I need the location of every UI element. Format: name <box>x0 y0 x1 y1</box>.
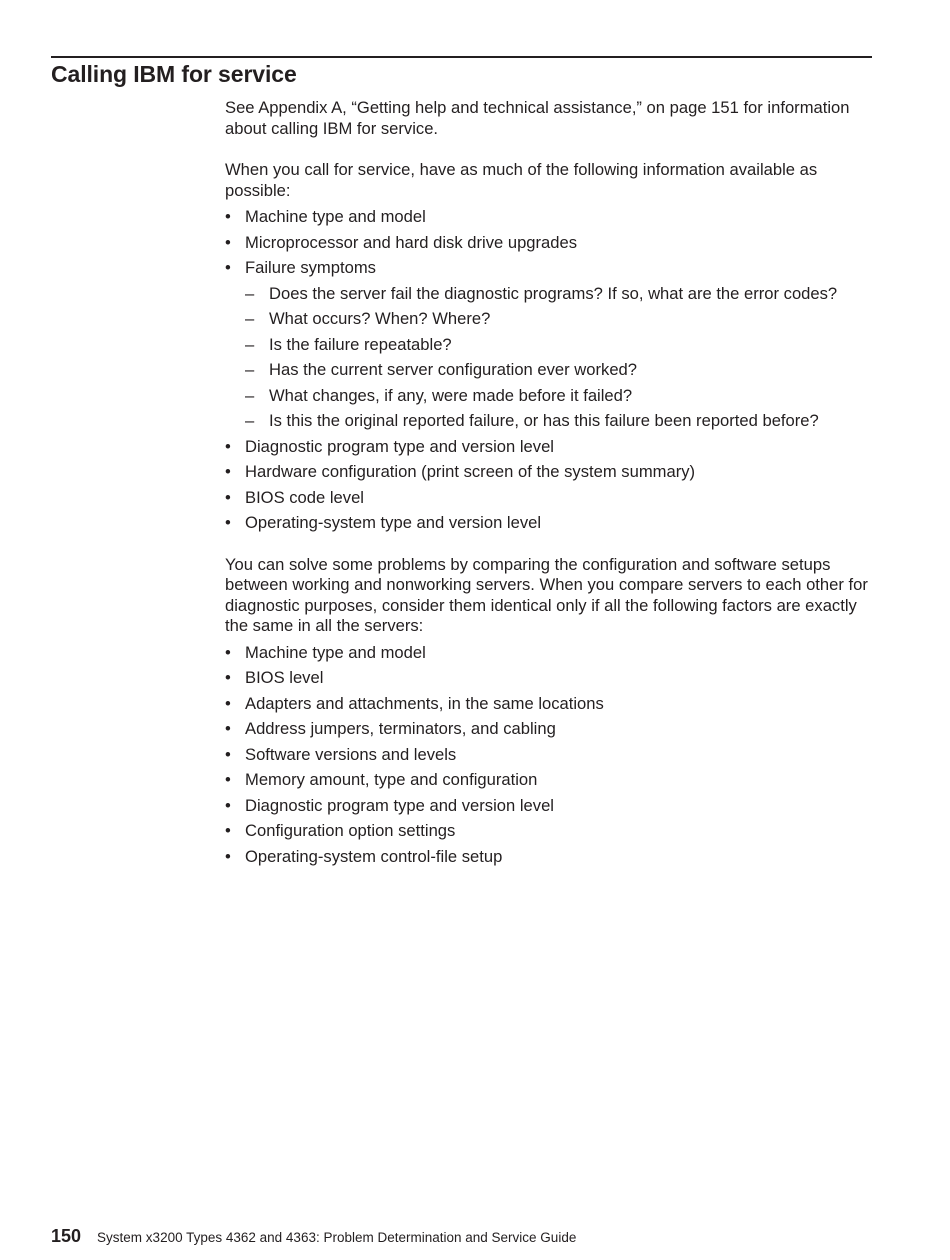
list-item: • Configuration option settings <box>225 821 875 842</box>
list-item: • BIOS level <box>225 668 875 689</box>
page-number: 150 <box>51 1226 82 1246</box>
list-item: • Microprocessor and hard disk drive upgrades <box>225 233 875 254</box>
sub-list-item: – Is this the original reported failure, or has this failure been reported before? <box>245 411 875 432</box>
list-item: • BIOS code level <box>225 488 875 509</box>
list-item: • Address jumpers, terminators, and cabling <box>225 719 875 740</box>
page-footer <box>51 1226 576 1248</box>
list-item: • Adapters and attachments, in the same locations <box>225 694 875 715</box>
sub-list-item: – What occurs? When? Where? <box>245 309 875 330</box>
sub-list-item: – Has the current server configuration ever worked? <box>245 360 875 381</box>
sub-list-item: – Is the failure repeatable? <box>245 335 875 356</box>
list-item-label: Failure symptoms <box>245 258 376 277</box>
section-rule <box>51 56 872 58</box>
list-item: • Hardware configuration (print screen of the system summary) <box>225 462 875 483</box>
book-title: System x3200 Types 4362 and 4363: Problem Determination and Service Guide <box>97 1230 577 1245</box>
list-item: • Operating-system type and version level <box>225 513 875 534</box>
list-item: • Machine type and model <box>225 207 875 228</box>
call-info-intro-paragraph: When you call for service, have as much of the following information available as possible: <box>225 160 818 200</box>
service-info-list <box>225 207 875 534</box>
sub-list-item: – What changes, if any, were made before it failed? <box>245 386 875 407</box>
failure-symptoms-list <box>245 284 875 432</box>
page-content <box>225 98 875 872</box>
compare-servers-paragraph: You can solve some problems by comparing the configuration and software setups between working and nonworking servers. When you compare servers to each other for diagnostic purposes, consider them identical only if all the following factors are exactly the same in all the servers: <box>225 554 868 635</box>
list-item: • Software versions and levels <box>225 745 875 766</box>
page-title: Calling IBM for service <box>51 61 297 87</box>
list-item: • Operating-system control-file setup <box>225 847 875 868</box>
appendix-reference-paragraph: See Appendix A, “Getting help and technical assistance,” on page 151 for information about calling IBM for service. <box>225 98 850 138</box>
sub-list-item: – Does the server fail the diagnostic programs? If so, what are the error codes? <box>245 284 875 305</box>
list-item: • Diagnostic program type and version level <box>225 796 875 817</box>
list-item: • Memory amount, type and configuration <box>225 770 875 791</box>
compare-factors-list <box>225 643 875 868</box>
list-item: • Machine type and model <box>225 643 875 664</box>
list-item-failure-symptoms <box>225 258 875 432</box>
list-item: • Diagnostic program type and version level <box>225 437 875 458</box>
